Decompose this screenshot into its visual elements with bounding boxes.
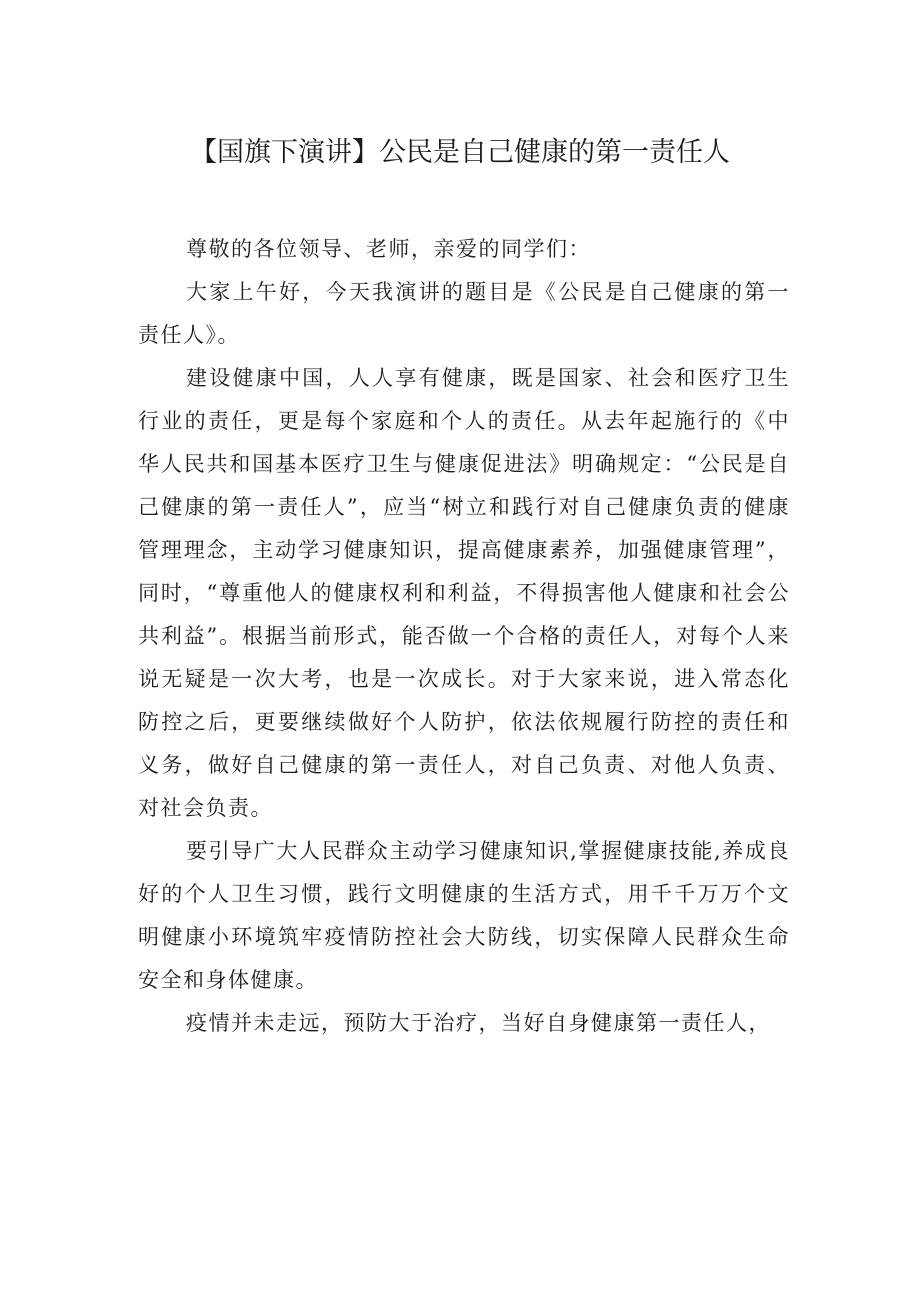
- paragraph-intro: 大家上午好，今天我演讲的题目是《公民是自己健康的第一责任人》。: [138, 280, 790, 347]
- paragraph-guidance: 要引导广大人民群众主动学习健康知识,掌握健康技能,养成良好的个人卫生习惯，践行文明健康的生活方式，用千千万万个文明健康小环境筑牢疫情防控社会大防线，切实保障人民群众生命安全和身体健康。: [138, 839, 790, 992]
- document-body: [138, 228, 790, 1045]
- paragraph-law: 建设健康中国，人人享有健康，既是国家、社会和医疗卫生行业的责任，更是每个家庭和个人的责任。从去年起施行的《中华人民共和国基本医疗卫生与健康促进法》明确规定：“公民是自己健康的第一责任人”，应当“树立和践行对自己健康负责的健康管理理念，主动学习健康知识，提高健康素养，加强健康管理”，同时，“尊重他人的健康权利和利益，不得损害他人健康和社会公共利益”。根据当前形式，能否做一个合格的责任人，对每个人来说无疑是一次大考，也是一次成长。对于大家来说，进入常态化防控之后，更要继续做好个人防护，依法依规履行防控的责任和义务，做好自己健康的第一责任人，对自己负责、对他人负责、对社会负责。: [138, 366, 790, 820]
- paragraph-prevention: 疫情并未走远，预防大于治疗，当好自身健康第一责任人，: [186, 1011, 771, 1035]
- paragraph-greeting: 尊敬的各位领导、老师，亲爱的同学们：: [186, 237, 591, 261]
- document-title: 【国旗下演讲】公民是自己健康的第一责任人: [190, 137, 730, 168]
